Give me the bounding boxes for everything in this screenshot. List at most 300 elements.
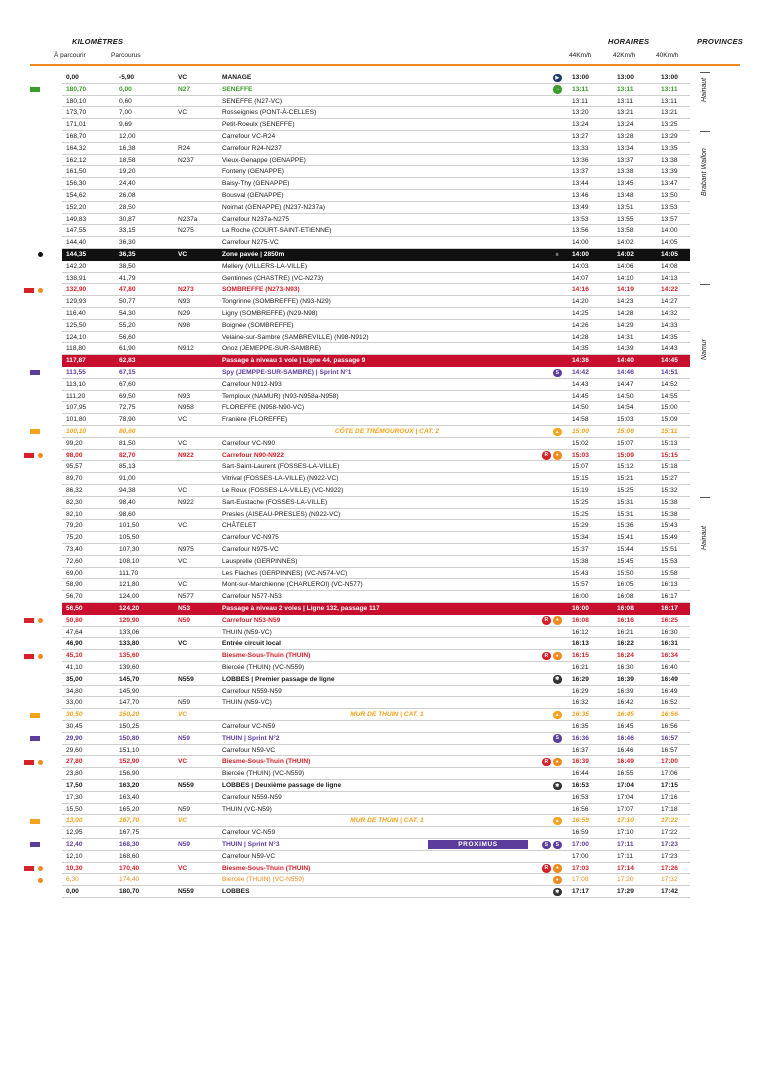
location-cell: Entrée circuit local xyxy=(222,640,281,648)
time-42-cell: 15:50 xyxy=(617,569,634,577)
feed-marker xyxy=(24,453,34,458)
finish-icon: ✱ xyxy=(553,888,562,897)
time-44-cell: 16:35 xyxy=(572,711,589,719)
road-cell: N237 xyxy=(178,156,194,164)
done-km-heading: Parcourus xyxy=(111,52,141,59)
time-40-cell: 15:38 xyxy=(661,498,678,506)
done-km-cell: 108,10 xyxy=(119,557,140,565)
remaining-km-heading: À parcourir xyxy=(54,52,86,59)
time-44-cell: 14:42 xyxy=(572,369,589,376)
location-cell: Sart-Saint-Laurent (FOSSES-LA-VILLE) xyxy=(222,463,340,471)
time-44-cell: 15:57 xyxy=(572,581,589,589)
remaining-km-cell: 125,50 xyxy=(66,321,87,329)
time-42-cell: 17:14 xyxy=(617,864,634,872)
time-40-cell: 16:30 xyxy=(661,628,678,636)
done-km-cell: 150,80 xyxy=(119,734,140,742)
time-44-cell: 14:35 xyxy=(572,345,589,353)
location-cell: Biercée (THUIN) (VC-N559) xyxy=(222,876,305,884)
time-42-cell: 17:11 xyxy=(617,852,634,860)
time-44-cell: 17:00 xyxy=(572,841,589,848)
table-row xyxy=(0,367,768,379)
table-row xyxy=(0,237,768,249)
water-icon: ● xyxy=(553,876,562,885)
done-km-cell: 0,60 xyxy=(119,97,132,105)
time-42-cell: 16:42 xyxy=(617,699,634,707)
time-42-cell: 16:24 xyxy=(617,652,634,660)
done-km-cell: 54,30 xyxy=(119,310,136,317)
table-row xyxy=(0,615,768,627)
done-km-cell: 61,90 xyxy=(119,345,136,353)
remaining-km-cell: 149,83 xyxy=(66,215,87,223)
road-cell: VC xyxy=(178,864,188,872)
done-km-cell: 98,40 xyxy=(119,498,136,506)
time-40-cell: 17:06 xyxy=(661,770,678,778)
time-42-cell: 14:28 xyxy=(617,310,634,317)
done-km-cell: -5,90 xyxy=(119,74,135,81)
time-42-cell: 16:46 xyxy=(617,734,634,742)
table-row xyxy=(0,745,768,757)
time-40-cell: 13:29 xyxy=(661,133,678,140)
remaining-km-cell: 17,50 xyxy=(66,782,83,789)
location-cell: Carrefour VC-N59 xyxy=(222,723,276,730)
time-40-cell: 14:00 xyxy=(661,227,678,235)
table-row xyxy=(62,249,690,261)
time-42-cell: 15:44 xyxy=(617,546,634,553)
time-40-cell: 13:21 xyxy=(661,109,678,117)
remaining-km-cell: 0,00 xyxy=(66,74,79,81)
done-km-cell: 16,38 xyxy=(119,144,136,152)
table-row xyxy=(0,544,768,556)
done-km-cell: 101,50 xyxy=(119,522,140,530)
location-cell: Presles (AISEAU-PRESLES) (N922-VC) xyxy=(222,510,341,518)
done-km-cell: 67,60 xyxy=(119,380,136,388)
location-cell: MANAGE xyxy=(222,74,252,81)
done-km-cell: 121,80 xyxy=(119,581,140,589)
road-cell: N912 xyxy=(178,345,194,353)
road-cell: VC xyxy=(178,522,188,530)
remaining-km-cell: 124,10 xyxy=(66,333,87,341)
location-cell: THUIN | Sprint N°3 xyxy=(222,841,280,848)
table-row xyxy=(0,308,768,320)
time-40-cell: 16:57 xyxy=(661,734,678,742)
sprint-icon: S xyxy=(553,841,562,850)
time-42-cell: 14:06 xyxy=(617,262,634,270)
time-40-cell: 15:49 xyxy=(661,534,678,542)
time-42-cell: 14:39 xyxy=(617,345,634,353)
done-km-cell: 105,50 xyxy=(119,534,140,542)
location-cell: Sart-Eustache (FOSSES-LA-VILLE) xyxy=(222,498,328,506)
location-cell: Vitrival (FOSSES-LA-VILLE) (N922-VC) xyxy=(222,475,339,483)
remaining-km-cell: 162,12 xyxy=(66,156,87,164)
remaining-km-cell: 35,00 xyxy=(66,675,83,683)
road-cell: N922 xyxy=(178,451,194,459)
location-cell: THUIN | Sprint N°2 xyxy=(222,734,280,742)
header-rule xyxy=(30,64,740,66)
feed-zone-icon: R xyxy=(542,616,551,625)
location-cell: Le Roux (FOSSES-LA-VILLE) (VC-N922) xyxy=(222,487,344,494)
time-40-cell: 13:47 xyxy=(661,180,678,188)
table-row xyxy=(0,509,768,521)
time-40-cell: 16:49 xyxy=(661,687,678,695)
done-km-cell: 36,35 xyxy=(119,251,136,258)
done-km-cell: 94,38 xyxy=(119,487,136,494)
location-cell: La Roche (COURT-SAINT-ETIENNE) xyxy=(222,227,332,235)
road-cell: VC xyxy=(178,109,188,117)
time-40-cell: 17:00 xyxy=(661,758,678,766)
done-km-cell: 152,90 xyxy=(119,758,140,766)
time-42-cell: 16:08 xyxy=(617,605,634,612)
location-cell: Ligny (SOMBREFFE) (N29-N98) xyxy=(222,310,318,317)
time-44-cell: 13:37 xyxy=(572,168,589,176)
table-row xyxy=(0,674,768,686)
road-cell: VC xyxy=(178,487,188,494)
time-40-cell: 14:45 xyxy=(661,357,678,365)
start-icon: ▶ xyxy=(553,74,562,83)
location-cell: Carrefour N975-VC xyxy=(222,546,279,553)
road-cell: N958 xyxy=(178,404,194,412)
remaining-km-cell: 17,30 xyxy=(66,793,83,801)
time-42-cell: 13:11 xyxy=(617,97,634,105)
done-km-cell: 33,15 xyxy=(119,227,136,235)
remaining-km-cell: 56,70 xyxy=(66,593,83,601)
time-40-cell: 17:32 xyxy=(661,876,678,884)
road-cell: R24 xyxy=(178,144,191,152)
time-44-cell: 15:25 xyxy=(572,498,589,506)
time-40-cell: 13:53 xyxy=(661,203,678,211)
table-row xyxy=(62,603,690,615)
done-km-cell: 147,70 xyxy=(119,699,140,707)
time-44-cell: 13:53 xyxy=(572,215,589,223)
road-cell: VC xyxy=(178,711,188,719)
province-divider xyxy=(700,131,710,132)
remaining-km-cell: 56,50 xyxy=(66,605,83,612)
table-row xyxy=(62,355,690,367)
province-divider xyxy=(700,72,710,73)
table-row xyxy=(0,343,768,355)
table-row xyxy=(0,733,768,745)
time-44-cell: 15:38 xyxy=(572,557,589,565)
time-42-cell: 15:06 xyxy=(617,428,634,435)
table-row xyxy=(0,438,768,450)
done-km-cell: 145,90 xyxy=(119,687,140,695)
time-42-cell: 13:11 xyxy=(617,85,634,93)
time-42-cell: 17:04 xyxy=(617,782,634,789)
road-cell: VC xyxy=(178,758,188,766)
done-km-cell: 56,60 xyxy=(119,333,136,341)
time-44-cell: 16:44 xyxy=(572,770,589,778)
road-cell: N559 xyxy=(178,782,194,789)
road-cell: VC xyxy=(178,581,188,589)
table-row xyxy=(0,485,768,497)
time-42-cell: 17:10 xyxy=(617,829,634,837)
time-44-cell: 16:12 xyxy=(572,628,589,636)
time-44-cell: 14:36 xyxy=(572,357,589,365)
road-cell: N59 xyxy=(178,699,191,707)
row-divider xyxy=(62,897,690,898)
time-44-cell: 16:39 xyxy=(572,758,589,766)
remaining-km-cell: 27,80 xyxy=(66,758,83,766)
remaining-km-cell: 75,20 xyxy=(66,534,83,542)
road-cell: N93 xyxy=(178,392,191,400)
remaining-km-cell: 13,00 xyxy=(66,817,83,825)
time-44-cell: 16:00 xyxy=(572,605,589,612)
time-40-cell: 14:33 xyxy=(661,321,678,329)
done-km-cell: 47,80 xyxy=(119,286,136,294)
remaining-km-cell: 82,10 xyxy=(66,510,83,518)
location-cell: Rosseignies (PONT-À-CELLES) xyxy=(222,109,317,117)
time-40-cell: 17:23 xyxy=(661,852,678,860)
done-km-cell: 168,30 xyxy=(119,841,140,848)
time-42-cell: 16:46 xyxy=(617,746,634,754)
time-40-cell: 17:16 xyxy=(661,793,678,801)
time-44-cell: 13:20 xyxy=(572,109,589,117)
remaining-km-cell: 98,00 xyxy=(66,451,83,459)
remaining-km-cell: 41,10 xyxy=(66,664,83,671)
time-44-cell: 16:13 xyxy=(572,640,589,648)
feed-zone-icon: R xyxy=(542,451,551,460)
time-40-cell: 15:27 xyxy=(661,475,678,483)
remaining-km-cell: 89,70 xyxy=(66,475,83,483)
time-40-cell: 15:18 xyxy=(661,463,678,471)
done-km-cell: 12,00 xyxy=(119,133,136,140)
water-icon: ● xyxy=(553,616,562,625)
water-icon: ● xyxy=(553,864,562,873)
time-42-cell: 13:55 xyxy=(617,215,634,223)
done-km-cell: 139,60 xyxy=(119,664,140,671)
table-row xyxy=(0,84,768,96)
finish-line-icon: ✱ xyxy=(553,675,562,684)
location-cell: Carrefour N275-VC xyxy=(222,239,279,247)
climb-marker xyxy=(30,713,40,718)
feed-marker xyxy=(24,618,34,623)
time-42-cell: 16:39 xyxy=(617,675,634,683)
time-44-cell: 15:25 xyxy=(572,510,589,518)
remaining-km-cell: 154,62 xyxy=(66,192,87,199)
remaining-km-cell: 45,10 xyxy=(66,652,83,660)
done-km-cell: 135,60 xyxy=(119,652,140,660)
time-42-cell: 16:08 xyxy=(617,593,634,601)
table-row xyxy=(0,72,768,84)
time-44-cell: 15:29 xyxy=(572,522,589,530)
time-42-cell: 13:45 xyxy=(617,180,634,188)
remaining-km-cell: 142,20 xyxy=(66,262,87,270)
time-44-cell: 15:37 xyxy=(572,546,589,553)
time-42-cell: 17:20 xyxy=(617,876,634,884)
time-42-cell: 15:45 xyxy=(617,557,634,565)
time-42-cell: 17:10 xyxy=(617,817,634,825)
time-42-cell: 14:10 xyxy=(617,274,634,282)
time-44-cell: 16:00 xyxy=(572,593,589,601)
time-40-cell: 17:22 xyxy=(661,829,678,837)
done-km-cell: 124,20 xyxy=(119,605,140,612)
table-row xyxy=(0,827,768,839)
time-40-cell: 14:13 xyxy=(661,274,678,282)
done-km-cell: 72,75 xyxy=(119,404,136,412)
sprint-icon: S xyxy=(553,734,562,743)
location-cell: MUR DE THUIN | CAT. 1 xyxy=(350,817,424,825)
time-42-cell: 13:34 xyxy=(617,144,634,152)
time-40-cell: 16:31 xyxy=(661,640,678,648)
table-row xyxy=(0,520,768,532)
table-row xyxy=(0,296,768,308)
table-row xyxy=(0,768,768,780)
road-cell: VC xyxy=(178,74,188,81)
remaining-km-cell: 95,57 xyxy=(66,463,83,471)
time-42-cell: 13:38 xyxy=(617,168,634,176)
table-row xyxy=(0,107,768,119)
location-cell: Carrefour VC-N59 xyxy=(222,829,276,837)
remaining-km-cell: 116,40 xyxy=(66,310,86,317)
remaining-km-cell: 73,40 xyxy=(66,546,83,553)
feed-zone-icon: R xyxy=(542,864,551,873)
done-km-cell: 150,20 xyxy=(119,711,140,719)
remaining-km-cell: 156,30 xyxy=(66,180,87,188)
water-marker xyxy=(38,453,43,458)
location-cell: THUIN (N59-VC) xyxy=(222,628,272,636)
time-40-cell: 16:25 xyxy=(661,616,678,624)
time-44-cell: 15:03 xyxy=(572,451,589,459)
location-cell: Petit-Roeulx (SENEFFE) xyxy=(222,121,295,129)
remaining-km-cell: 144,35 xyxy=(66,251,87,258)
location-cell: Boignée (SOMBREFFE) xyxy=(222,321,294,329)
time-40-cell: 16:17 xyxy=(661,593,678,601)
time-44-cell: 16:15 xyxy=(572,652,589,660)
remaining-km-cell: 161,50 xyxy=(66,168,87,176)
location-cell: Carrefour N237a-N275 xyxy=(222,215,290,223)
time-40-cell: 14:52 xyxy=(661,380,678,388)
done-km-cell: 41,79 xyxy=(119,274,136,282)
time-42-cell: 16:05 xyxy=(617,581,634,589)
location-cell: Carrefour N90-N922 xyxy=(222,451,284,459)
time-44-cell: 15:19 xyxy=(572,487,589,494)
table-row xyxy=(0,143,768,155)
time-44-cell: 14:00 xyxy=(572,251,589,258)
location-cell: Carrefour VC-N90 xyxy=(222,439,276,447)
time-42-cell: 15:03 xyxy=(617,416,634,424)
location-cell: Lausprelle (GERPINNES) xyxy=(222,557,298,565)
location-cell: Carrefour VC-R24 xyxy=(222,133,276,140)
road-cell: N559 xyxy=(178,888,194,896)
time-44-cell: 13:00 xyxy=(572,74,589,81)
time-40-cell: 14:27 xyxy=(661,298,678,306)
road-cell: VC xyxy=(178,640,188,648)
location-cell: THUIN (VC-N59) xyxy=(222,805,272,813)
time-42-cell: 15:41 xyxy=(617,534,634,542)
road-cell: N27 xyxy=(178,85,191,93)
time-44-cell: 15:15 xyxy=(572,475,589,483)
done-km-cell: 0,00 xyxy=(119,85,132,93)
time-44-cell: 13:56 xyxy=(572,227,589,235)
time-44-cell: 16:29 xyxy=(572,687,589,695)
done-km-cell: 174,40 xyxy=(119,876,140,884)
time-40-cell: 14:51 xyxy=(661,369,678,376)
time-44-cell: 16:53 xyxy=(572,782,589,789)
remaining-km-cell: 129,93 xyxy=(66,298,87,306)
time-44-cell: 16:21 xyxy=(572,664,589,671)
time-44-cell: 16:56 xyxy=(572,805,589,813)
remaining-km-cell: 30,45 xyxy=(66,723,83,730)
time-40-cell: 15:58 xyxy=(661,569,678,577)
remaining-km-cell: 33,00 xyxy=(66,699,83,707)
remaining-km-cell: 47,64 xyxy=(66,628,83,636)
done-km-cell: 55,20 xyxy=(119,321,136,329)
location-cell: Zone pavée | 2850m xyxy=(222,251,285,258)
time-40-cell: 15:53 xyxy=(661,557,678,565)
time-42-cell: 13:48 xyxy=(617,192,634,199)
time-44-cell: 13:24 xyxy=(572,121,589,129)
table-row xyxy=(0,273,768,285)
time-40-cell: 14:08 xyxy=(661,262,678,270)
location-cell: CÔTE DE TRÉMOUROUX | CAT. 2 xyxy=(334,428,440,435)
table-row xyxy=(0,709,768,721)
done-km-cell: 170,40 xyxy=(119,864,140,872)
time-44-cell: 16:32 xyxy=(572,699,589,707)
done-km-cell: 81,50 xyxy=(119,439,136,447)
time-42-cell: 15:09 xyxy=(617,451,634,459)
remaining-km-cell: 34,80 xyxy=(66,687,83,695)
time-42-cell: 13:24 xyxy=(617,121,634,129)
time-44-cell: 14:28 xyxy=(572,333,589,341)
speed-40-heading: 40Km/h xyxy=(656,52,679,59)
remaining-km-cell: 101,80 xyxy=(66,416,87,424)
done-km-cell: 85,13 xyxy=(119,463,136,471)
feed-marker xyxy=(24,866,34,871)
time-40-cell: 17:18 xyxy=(661,805,678,813)
time-44-cell: 17:08 xyxy=(572,876,589,884)
location-cell: Biesme-Sous-Thuin (THUIN) xyxy=(222,864,311,872)
location-cell: Biercée (THUIN) (VC-N559) xyxy=(222,770,305,778)
table-row xyxy=(0,461,768,473)
time-40-cell: 13:38 xyxy=(661,156,678,164)
time-40-cell: 13:50 xyxy=(661,192,678,199)
remaining-km-cell: 180,70 xyxy=(66,85,87,93)
remaining-km-cell: 12,10 xyxy=(66,852,83,860)
time-40-cell: 13:57 xyxy=(661,215,678,223)
done-km-cell: 62,83 xyxy=(119,357,136,365)
table-row xyxy=(0,697,768,709)
road-cell: N93 xyxy=(178,298,191,306)
table-row xyxy=(0,450,768,462)
remaining-km-cell: 12,95 xyxy=(66,829,83,837)
feed-marker xyxy=(24,654,34,659)
done-km-cell: 151,10 xyxy=(119,746,140,754)
table-row xyxy=(0,155,768,167)
time-40-cell: 14:22 xyxy=(661,286,678,294)
time-40-cell: 15:13 xyxy=(661,439,678,447)
done-km-cell: 168,60 xyxy=(119,852,140,860)
road-cell: N29 xyxy=(178,310,191,317)
climb-marker xyxy=(30,819,40,824)
feed-marker xyxy=(24,760,34,765)
time-44-cell: 13:11 xyxy=(572,97,589,105)
location-cell: Biercée (THUIN) (VC-N559) xyxy=(222,664,305,671)
location-cell: Carrefour N53-N59 xyxy=(222,616,281,624)
done-km-cell: 7,00 xyxy=(119,109,132,117)
time-44-cell: 15:02 xyxy=(572,439,589,447)
location-cell: Mont-sur-Marchienne (CHARLEROI) (VC-N577) xyxy=(222,581,363,589)
time-44-cell: 15:43 xyxy=(572,569,589,577)
table-row xyxy=(0,650,768,662)
time-44-cell: 15:34 xyxy=(572,534,589,542)
time-40-cell: 15:38 xyxy=(661,510,678,518)
done-km-cell: 156,90 xyxy=(119,770,140,778)
table-row xyxy=(0,579,768,591)
water-marker xyxy=(38,288,43,293)
table-row xyxy=(0,815,768,827)
location-cell: Spy (JEMPPE-SUR-SAMBRE) | Sprint N°1 xyxy=(222,369,352,376)
time-44-cell: 14:07 xyxy=(572,274,589,282)
remaining-km-cell: 99,20 xyxy=(66,439,83,447)
